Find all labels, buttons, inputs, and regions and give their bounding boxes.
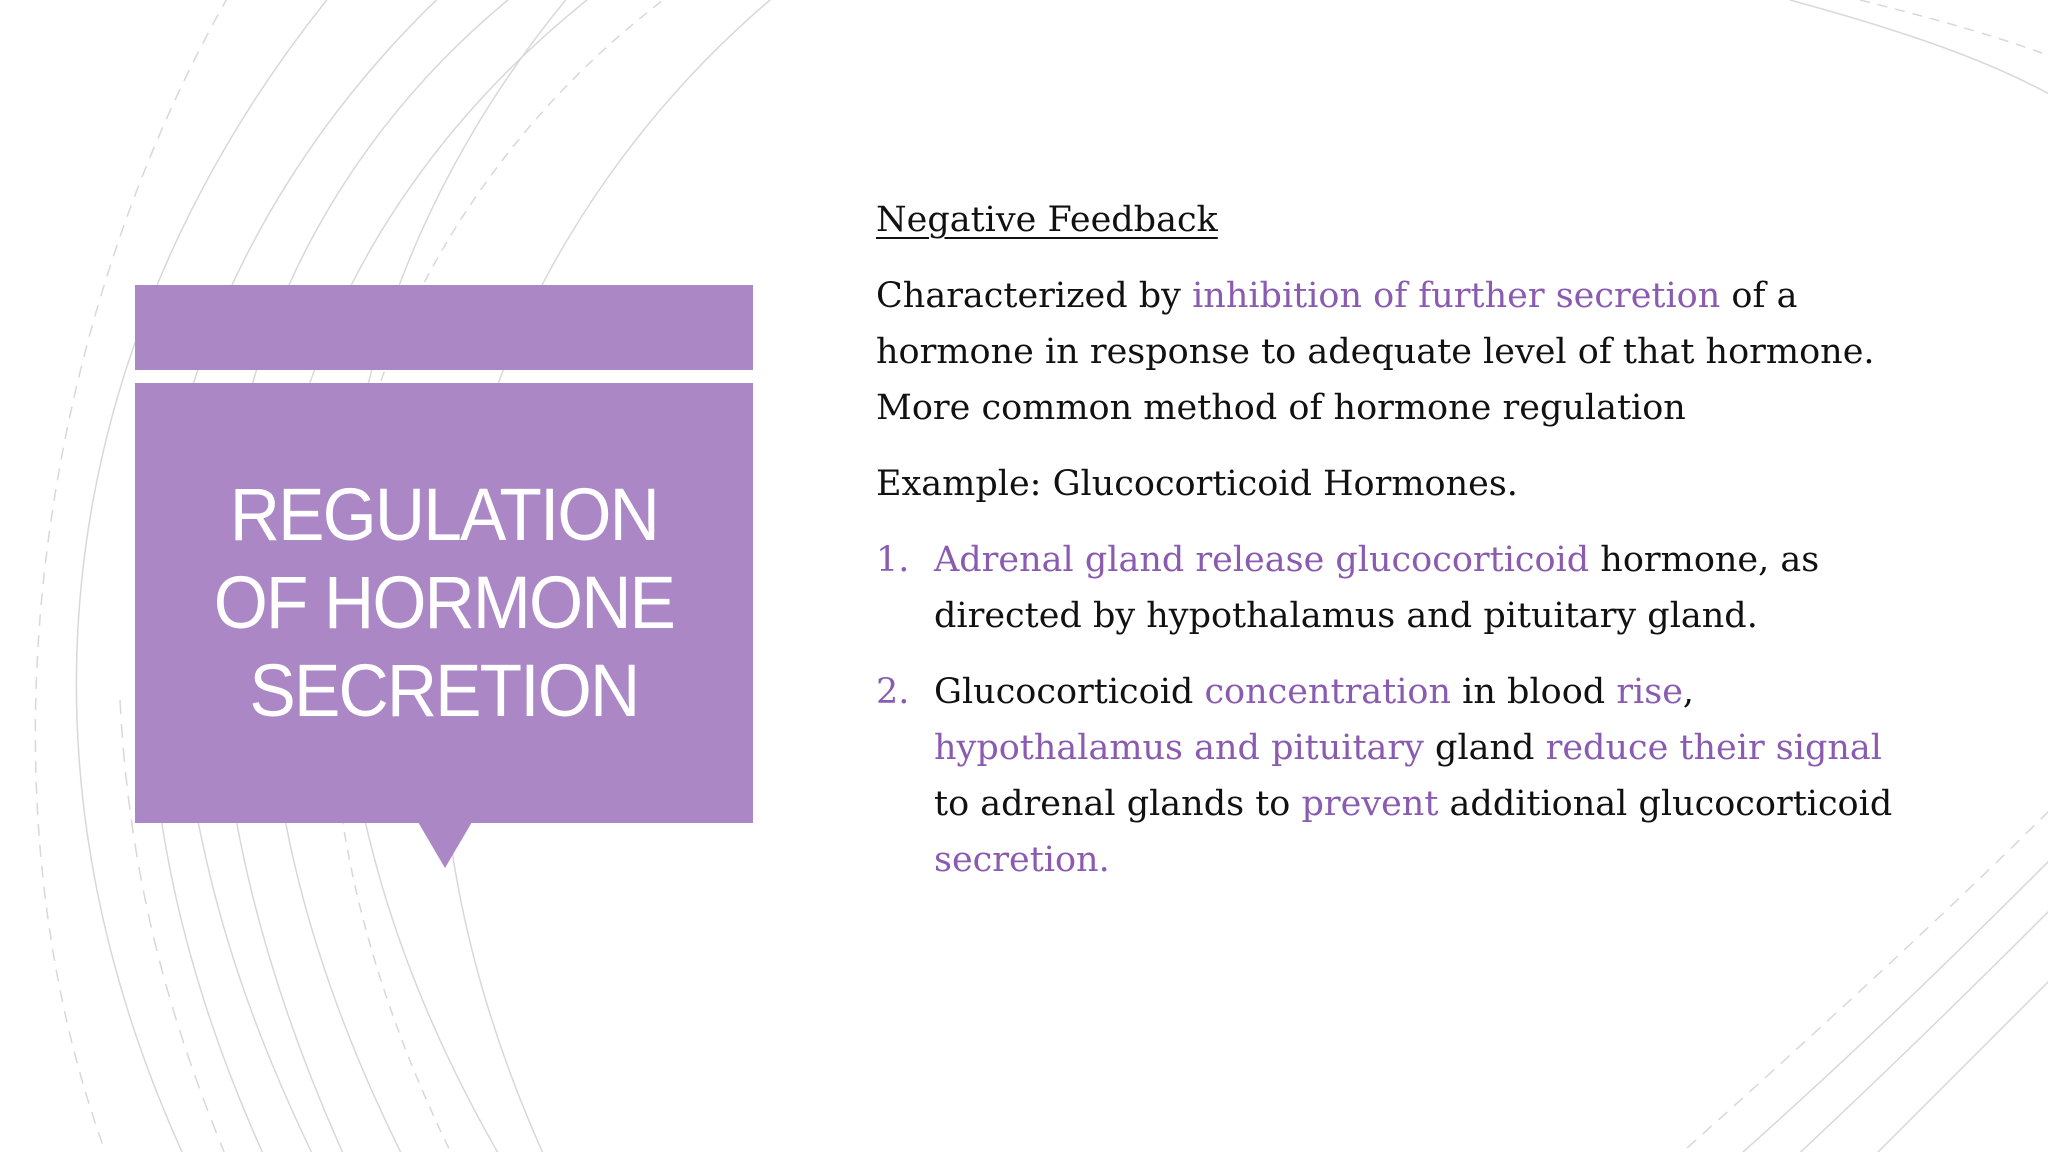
item1-text-1: hormone, as directed by hypothalamus and pituitary gland. xyxy=(934,540,1820,636)
example-paragraph: Example: Glucocorticoid Hormones. xyxy=(876,464,1518,504)
item2-text-3: , xyxy=(1682,672,1695,712)
list-number: 1. xyxy=(876,540,910,580)
item2-text-4: gland xyxy=(1423,728,1546,768)
item2-highlight-2: rise xyxy=(1616,672,1683,712)
list-item xyxy=(876,532,1916,644)
arc-right-6 xyxy=(1840,970,2048,1152)
item2-text-1: Glucocorticoid xyxy=(934,672,1205,712)
title-box xyxy=(135,383,753,823)
steps-list xyxy=(876,532,1916,888)
item2-text-2: in blood xyxy=(1451,672,1617,712)
item2-text-5: to adrenal glands to xyxy=(934,784,1302,824)
content-panel xyxy=(876,192,1916,908)
item2-highlight-5: prevent xyxy=(1301,784,1439,824)
intro-text-2: of a hormone in response to adequate level of that hormone. More common method of hormone regulation xyxy=(876,276,1875,428)
item2-highlight-4: reduce their signal xyxy=(1545,728,1882,768)
item2-text-6: additional glucocorticoid xyxy=(1438,784,1893,824)
section-heading: Negative Feedback xyxy=(876,200,1218,240)
intro-paragraph xyxy=(876,268,1916,436)
item2-highlight-3: hypothalamus and pituitary xyxy=(934,728,1424,768)
item1-highlight-1: Adrenal gland release glucocorticoid xyxy=(934,540,1590,580)
list-item xyxy=(876,664,1916,888)
slide-title: REGULATION OF HORMONE SECRETION xyxy=(213,473,675,732)
intro-highlight-1: inhibition of further secretion xyxy=(1192,276,1721,316)
intro-text-1: Characterized by xyxy=(876,276,1193,316)
list-number: 2. xyxy=(876,672,910,712)
title-accent-bar xyxy=(135,285,753,370)
item2-highlight-6: secretion. xyxy=(934,840,1110,880)
title-pointer xyxy=(418,822,472,868)
item2-highlight-1: concentration xyxy=(1204,672,1452,712)
